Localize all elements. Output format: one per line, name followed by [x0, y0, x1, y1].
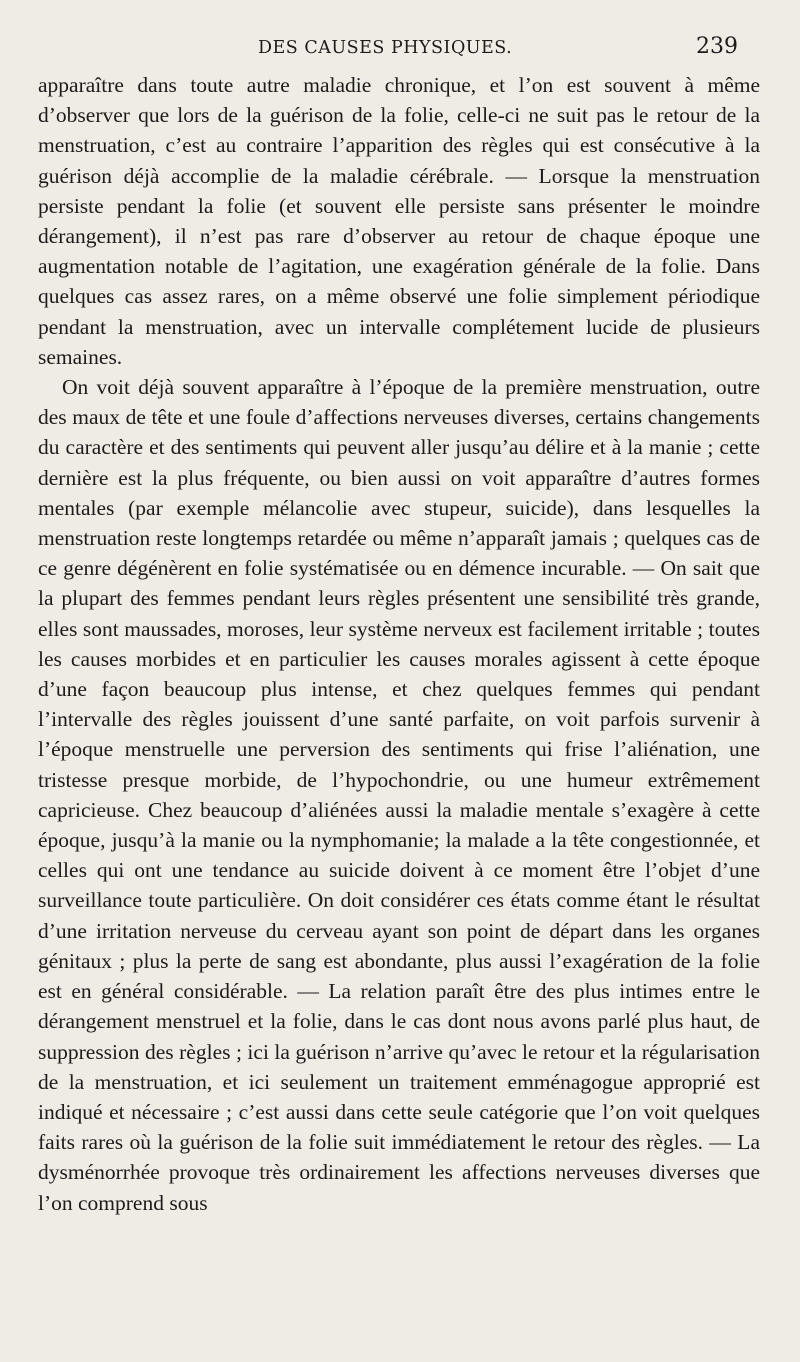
running-head	[38, 34, 770, 68]
paragraph: On voit déjà souvent apparaître à l’époque de la première menstruation, outre des maux de tête et une foule d’affections nerveuses diverses, certains changements du caractère et des sentiments qui peuvent aller jusqu’au délire et à la manie ; cette dernière est la plus fréquente, ou bien aussi on voit apparaître d’autres formes mentales (par exemple mélancolie avec stupeur, suicide), dans lesquelles la menstruation reste longtemps retardée ou même n’apparaît jamais ; quelques cas de ce genre dégénèrent en folie systématisée ou en démence incurable. — On sait que la plupart des femmes pendant leurs règles présentent une sensibilité très grande, elles sont maussades, moroses, leur système nerveux est facilement irritable ; toutes les causes morbides et en particulier les causes morales agissent à cette époque d’une façon beaucoup plus intense, et chez quelques femmes qui pendant l’intervalle des règles jouissent d’une santé parfaite, on voit parfois survenir à l’époque menstruelle une perversion des sentiments qui frise l’aliénation, une tristesse presque morbide, de l’hypochondrie, ou une humeur extrêmement capricieuse. Chez beaucoup d’aliénées aussi la maladie mentale s’exagère à cette époque, jusqu’à la manie ou la nymphomanie; la malade a la tête congestionnée, et celles qui ont une tendance au suicide doivent à ce moment être l’objet d’une surveillance toute particulière. On doit considérer ces états comme étant le résultat d’une irritation nerveuse du cerveau ayant son point de départ dans les organes génitaux ; plus la perte de sang est abondante, plus aussi l’exagération de la folie est en général considérable. — La relation paraît être des plus intimes entre le dérangement menstruel et la folie, dans le cas dont nous avons parlé plus haut, de suppression des règles ; ici la guérison n’arrive qu’avec le retour et la régularisation de la menstruation, et ici seulement un traitement emménagogue approprié est indiqué et nécessaire ; c’est aussi dans cette seule catégorie que l’on voit quelques faits rares où la guérison de la folie suit immédiatement le retour des règles. — La dysménorrhée provoque très ordinairement les affections nerveuses diverses que l’on comprend sous	[38, 375, 760, 1215]
page-number: 239	[696, 34, 738, 59]
body-text	[38, 70, 760, 1218]
running-title: DES CAUSES PHYSIQUES.	[258, 38, 513, 58]
paragraph-continuation: apparaître dans toute autre maladie chronique, et l’on est souvent à même d’observer que lors de la guérison de la folie, celle-ci ne suit pas le retour de la menstruation, c’est au contraire l’apparition des règles qui est consécutive à la guérison déjà accomplie de la maladie cérébrale. — Lorsque la menstruation persiste pendant la folie (et souvent elle persiste sans présenter le moindre dérangement), il n’est pas rare d’observer au retour de chaque époque une augmentation notable de l’agitation, une exagération générale de la folie. Dans quelques cas assez rares, on a même observé une folie simplement périodique pendant la menstruation, avec un intervalle complétement lucide de plusieurs semaines.	[38, 73, 760, 369]
